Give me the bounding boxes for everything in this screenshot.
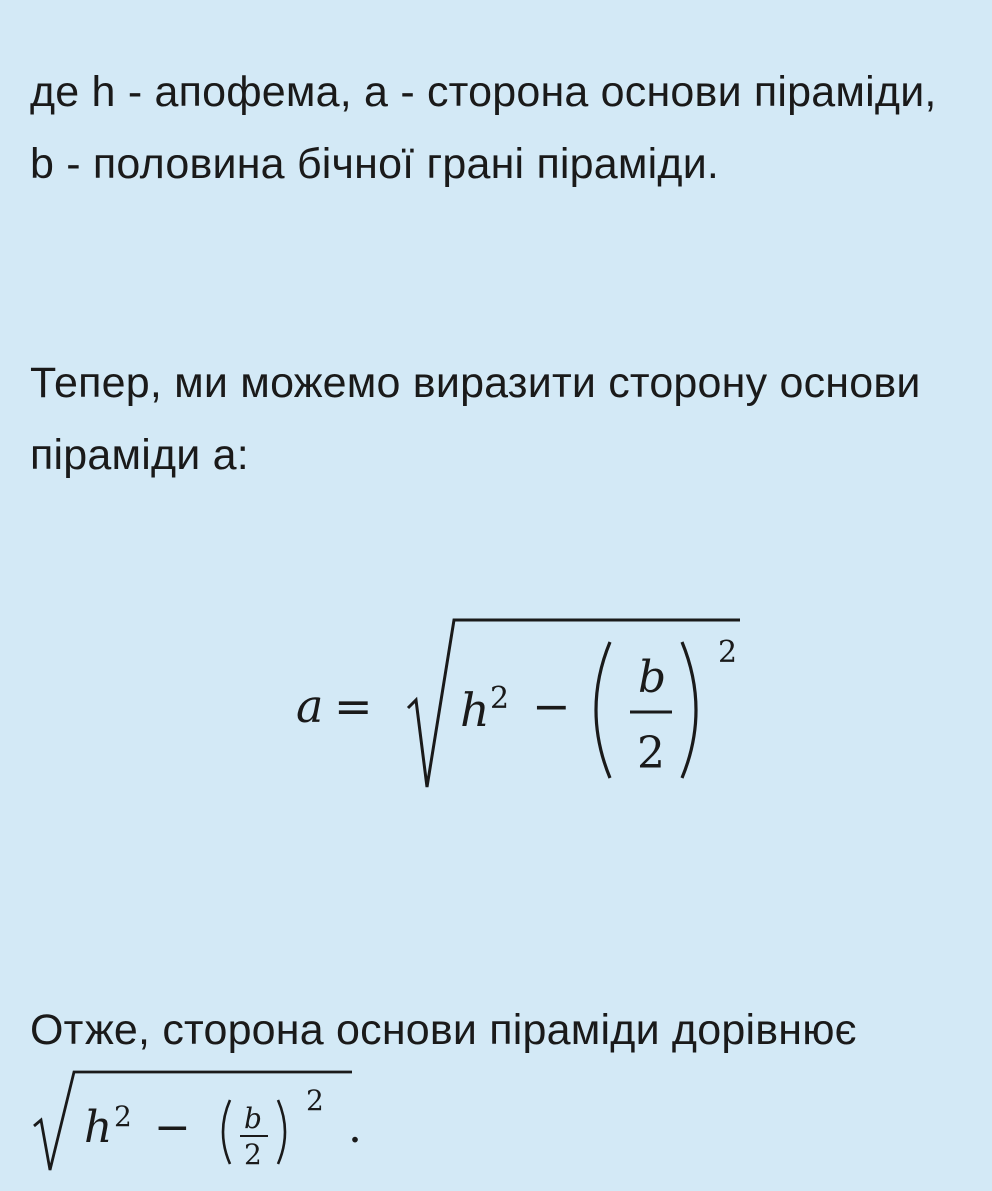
display-formula: [280, 600, 760, 800]
fraction-denominator: 2: [637, 728, 665, 779]
inline-radical-sign: [34, 1072, 352, 1170]
formula-minus: −: [532, 679, 571, 733]
inline-formula-period: .: [348, 1102, 362, 1153]
inline-fraction-numerator: b: [244, 1102, 262, 1135]
inline-left-paren: [223, 1100, 230, 1164]
inline-formula: [30, 1062, 370, 1182]
paragraph-express-side: Тепер, ми можемо виразити сторону основи піраміди a:: [30, 359, 921, 479]
formula-equals: =: [334, 679, 373, 733]
right-paren: [682, 642, 696, 778]
inline-right-paren: [278, 1100, 285, 1164]
formula-lhs: a: [296, 679, 324, 733]
formula-outer-exponent: 2: [718, 635, 738, 670]
paragraph-definitions: де h - апофема, a - сторона основи піраміди, b - половина бічної грані піраміди.: [30, 68, 937, 188]
inline-formula-exponent: 2: [114, 1100, 132, 1133]
fraction-numerator: b: [638, 652, 667, 703]
paragraph-conclusion: Отже, сторона основи піраміди дорівнює: [30, 1006, 857, 1054]
inline-formula-minus: −: [154, 1102, 191, 1153]
formula-exponent: 2: [490, 681, 510, 716]
formula-base: h: [460, 683, 490, 737]
inline-fraction-denominator: 2: [244, 1138, 262, 1171]
left-paren: [596, 642, 610, 778]
radical-sign: [408, 620, 740, 787]
inline-formula-base: h: [84, 1102, 113, 1153]
inline-formula-outer-exponent: 2: [306, 1084, 324, 1117]
